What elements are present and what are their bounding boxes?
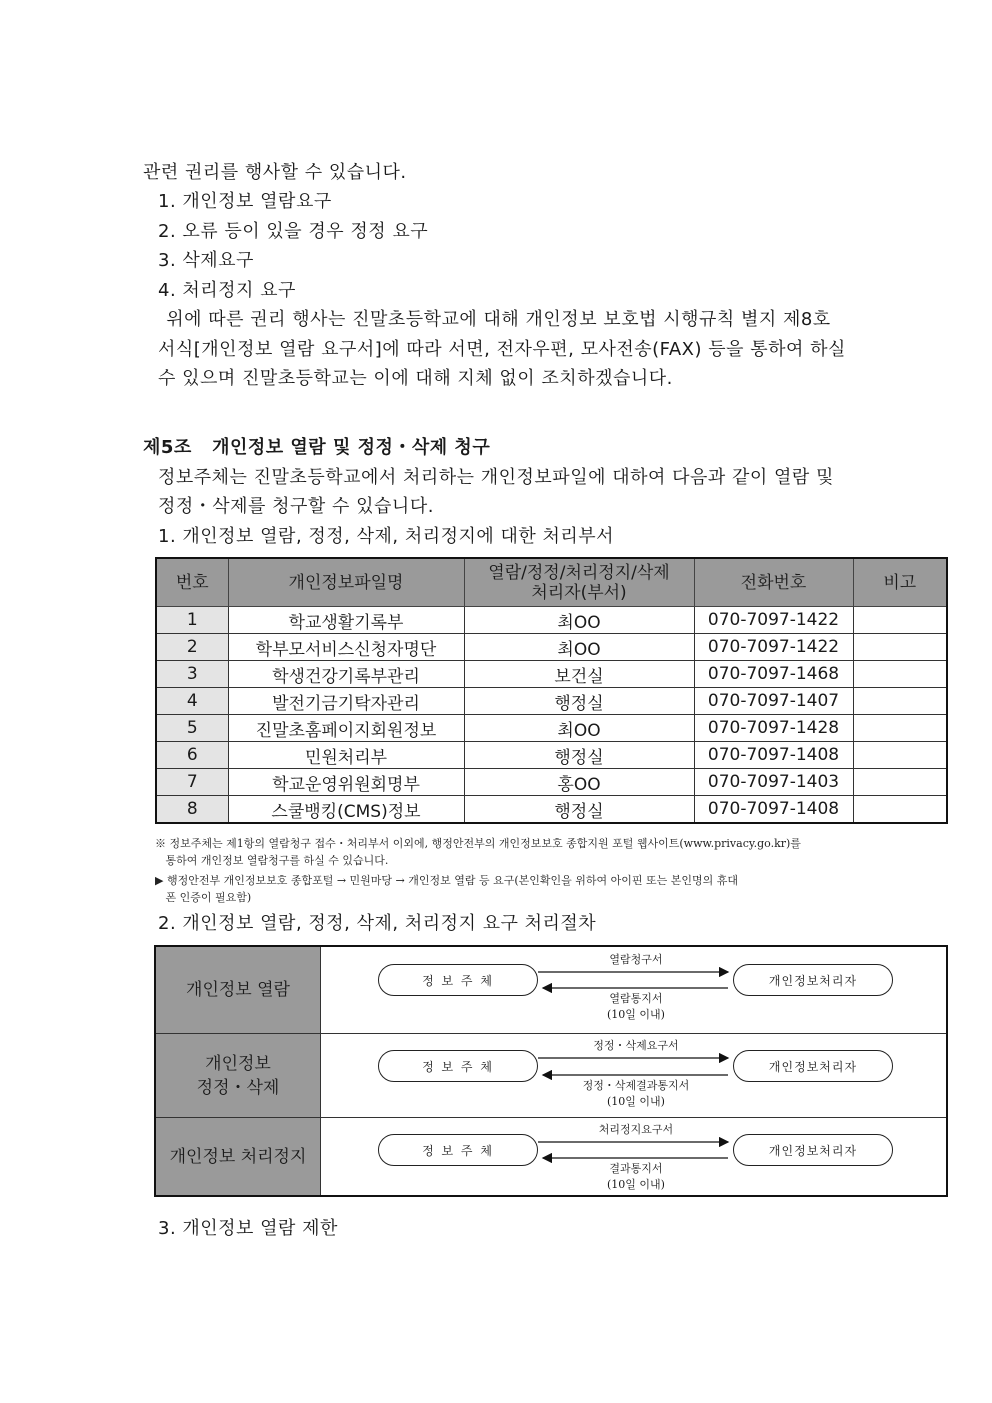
subsection-3-title: 3. 개인정보 열람 제한 (158, 1218, 338, 1239)
data-handler-box: 개인정보처리자 (733, 1134, 893, 1166)
row-number: 4 (156, 688, 228, 715)
row-handler: 최OO (464, 715, 694, 742)
department-table (155, 557, 948, 824)
note-line-4: 폰 인증이 필요함) (155, 891, 252, 904)
data-subject-box: 정 보 주 체 (378, 1050, 538, 1082)
paragraph-line-3: 수 있으며 진말초등학교는 이에 대해 지체 없이 조치하겠습니다. (158, 368, 673, 389)
row-file-name: 학생건강기록부관리 (228, 661, 464, 688)
request-doc-label: 정정・삭제요구서 (593, 1039, 679, 1052)
row-phone: 070-7097-1407 (694, 688, 853, 715)
row-number: 7 (156, 769, 228, 796)
row-remarks (853, 634, 947, 661)
intro-text: 관련 권리를 행사할 수 있습니다. (143, 162, 407, 183)
table-row (156, 661, 947, 688)
paragraph-line-1: 위에 따른 권리 행사는 진말초등학교에 대해 개인정보 보호법 시행규칙 별지 제8호 (160, 309, 831, 330)
row-file-name: 스쿨뱅킹(CMS)정보 (228, 796, 464, 824)
list-item-4: 4. 처리정지 요구 (158, 280, 296, 301)
section-heading: 제5조 개인정보 열람 및 정정・삭제 청구 (143, 437, 491, 458)
table-row (156, 796, 947, 824)
row-remarks (853, 742, 947, 769)
header-phone: 전화번호 (694, 558, 853, 607)
header-remarks: 비고 (853, 558, 947, 607)
row-phone: 070-7097-1422 (694, 607, 853, 634)
table-row (156, 634, 947, 661)
data-subject-box: 정 보 주 체 (378, 1134, 538, 1166)
table-row (156, 742, 947, 769)
row-file-name: 학교운영위원회명부 (228, 769, 464, 796)
subsection-1-title: 1. 개인정보 열람, 정정, 삭제, 처리정지에 대한 처리부서 (158, 526, 615, 547)
table-row (156, 607, 947, 634)
response-doc-label: 정정・삭제결과통지서 (582, 1079, 690, 1092)
row-number: 1 (156, 607, 228, 634)
header-file-name: 개인정보파일명 (228, 558, 464, 607)
note-line-2: 통하여 개인정보 열람청구를 하실 수 있습니다. (155, 854, 389, 867)
row-phone: 070-7097-1468 (694, 661, 853, 688)
table-row (156, 688, 947, 715)
row-number: 5 (156, 715, 228, 742)
row-phone: 070-7097-1408 (694, 796, 853, 824)
list-item-1: 1. 개인정보 열람요구 (158, 191, 332, 212)
row-handler: 보건실 (464, 661, 694, 688)
row-handler: 행정실 (464, 688, 694, 715)
row-handler: 홍OO (464, 769, 694, 796)
subsection-2-title: 2. 개인정보 열람, 정정, 삭제, 처리정지 요구 처리절차 (158, 913, 597, 934)
row-remarks (853, 715, 947, 742)
row-file-name: 학교생활기록부 (228, 607, 464, 634)
row-remarks (853, 661, 947, 688)
period-label: (10일 이내) (607, 1178, 665, 1191)
flow-label: 개인정보 처리정지 (156, 1118, 321, 1195)
row-number: 3 (156, 661, 228, 688)
row-number: 6 (156, 742, 228, 769)
table-row (156, 769, 947, 796)
row-file-name: 진말초홈페이지회원정보 (228, 715, 464, 742)
row-phone: 070-7097-1428 (694, 715, 853, 742)
period-label: (10일 이내) (607, 1008, 665, 1021)
row-remarks (853, 796, 947, 824)
period-label: (10일 이내) (607, 1095, 665, 1108)
request-doc-label: 열람청구서 (609, 953, 663, 966)
row-handler: 행정실 (464, 796, 694, 824)
row-phone: 070-7097-1408 (694, 742, 853, 769)
row-remarks (853, 607, 947, 634)
row-file-name: 민원처리부 (228, 742, 464, 769)
row-handler: 최OO (464, 634, 694, 661)
flow-label: 개인정보 정정・삭제 (156, 1034, 321, 1117)
row-handler: 최OO (464, 607, 694, 634)
row-remarks (853, 769, 947, 796)
table-header-row (156, 558, 947, 607)
section-body-line-2: 정정・삭제를 청구할 수 있습니다. (158, 496, 434, 517)
data-handler-box: 개인정보처리자 (733, 964, 893, 996)
list-item-2: 2. 오류 등이 있을 경우 정정 요구 (158, 221, 429, 242)
row-file-name: 발전기금기탁자관리 (228, 688, 464, 715)
row-remarks (853, 688, 947, 715)
paragraph-line-2: 서식[개인정보 열람 요구서]에 따라 서면, 전자우편, 모사전송(FAX) 등을 통하여 하실 (158, 339, 846, 360)
table-row (156, 715, 947, 742)
row-number: 8 (156, 796, 228, 824)
header-handler: 열람/정정/처리정지/삭제 처리자(부서) (464, 558, 694, 607)
flow-row-suspend (156, 1118, 946, 1195)
request-doc-label: 처리정지요구서 (598, 1123, 674, 1136)
row-phone: 070-7097-1422 (694, 634, 853, 661)
row-file-name: 학부모서비스신청자명단 (228, 634, 464, 661)
data-subject-box: 정 보 주 체 (378, 964, 538, 996)
note-line-1: ※ 정보주체는 제1항의 열람청구 접수・처리부서 이외에, 행정안전부의 개인정보보호 종합지원 포털 웹사이트(www.privacy.go.kr)를 (155, 837, 801, 850)
response-doc-label: 결과통지서 (609, 1162, 663, 1175)
row-number: 2 (156, 634, 228, 661)
note-line-3: ▶ 행정안전부 개인정보보호 종합포털 → 민원마당 → 개인정보 열람 등 요구(본인확인을 위하여 아이핀 또는 본인명의 휴대 (155, 874, 739, 887)
row-phone: 070-7097-1403 (694, 769, 853, 796)
section-body-line-1: 정보주체는 진말초등학교에서 처리하는 개인정보파일에 대하여 다음과 같이 열람 및 (158, 467, 834, 488)
list-item-3: 3. 삭제요구 (158, 250, 254, 271)
response-doc-label: 열람통지서 (609, 992, 663, 1005)
flow-row-correct-delete (156, 1034, 946, 1118)
row-handler: 행정실 (464, 742, 694, 769)
process-flow-diagram (154, 945, 948, 1197)
data-handler-box: 개인정보처리자 (733, 1050, 893, 1082)
flow-row-view (156, 947, 946, 1034)
flow-label: 개인정보 열람 (156, 947, 321, 1033)
header-number: 번호 (156, 558, 228, 607)
